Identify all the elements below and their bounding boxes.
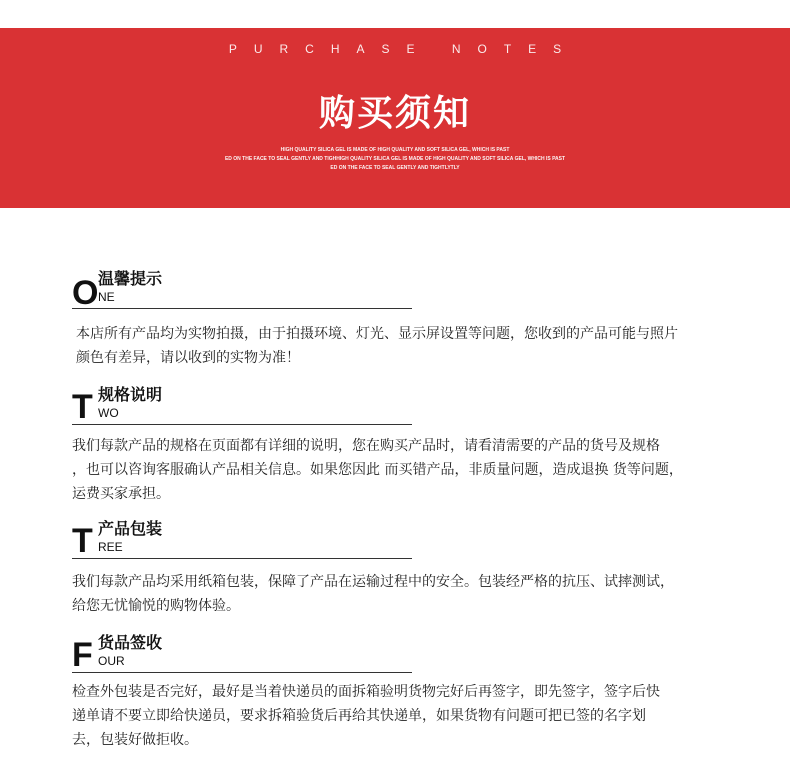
section-initial: O (72, 274, 99, 312)
section-title: 货品签收 (98, 633, 163, 652)
body-line: 去，包装好做拒收。 (72, 732, 198, 748)
section-title: 温馨提示 (98, 269, 163, 288)
section-body (72, 434, 744, 506)
section-heading (72, 633, 412, 674)
body-line: ，也可以咨询客服确认产品相关信息。如果您因此 而买错产品，非质量问题，造成退换 货等问题， (72, 462, 683, 478)
page-title: 购买须知 (318, 93, 471, 134)
section-heading (72, 385, 412, 426)
body-line: 检查外包装是否完好，最好是当着快递员的面拆箱验明货物完好后再签字，即先签字，签字后快 (72, 684, 660, 700)
section-title: 产品包装 (98, 519, 163, 538)
banner-subtitle: PURCHASE NOTES (228, 42, 579, 56)
banner-desc-line: HIGH QUALITY SILICA GEL IS MADE OF HIGH QUALITY AND SOFT SILICA GEL, WHICH IS PAST (280, 147, 510, 153)
body-line: 我们每款产品均采用纸箱包装，保障了产品在运输过程中的安全。包装经严格的抗压、试摔测试， (72, 574, 674, 590)
section-initial: F (72, 636, 93, 674)
section-initial-suffix: REE (98, 540, 123, 554)
section-body (72, 570, 744, 618)
body-line: 本店所有产品均为实物拍摄，由于拍摄环境、灯光、显示屏设置等问题，您收到的产品可能与照片 (76, 326, 678, 342)
section-initial: T (72, 522, 93, 560)
banner-desc-line: ED ON THE FACE TO SEAL GENTLY AND TIGHTLYTLY (330, 165, 460, 171)
banner-desc-line: ED ON THE FACE TO SEAL GENTLY AND TIGHHIGH QUALITY SILICA GEL IS MADE OF HIGH QUALITY AND SOFT SILICA GEL, WHICH IS PAST (224, 156, 566, 162)
banner-description (195, 146, 595, 173)
section-initial: T (72, 388, 93, 426)
section-initial-suffix: WO (98, 406, 119, 420)
section-body (76, 322, 748, 370)
section-initial-suffix: OUR (98, 654, 125, 668)
section-heading (72, 269, 412, 312)
body-line: 递单请不要立即给快递员，要求拆箱验货后再给其快递单，如果货物有问题可把已签的名字划 (72, 708, 646, 724)
body-line: 运费买家承担。 (72, 486, 170, 502)
header-banner (0, 28, 790, 208)
body-line: 我们每款产品的规格在页面都有详细的说明，您在购买产品时，请看清需要的产品的货号及规格 (72, 438, 660, 454)
body-line: 颜色有差异，请以收到的实物为准！ (76, 350, 300, 366)
section-title: 规格说明 (98, 385, 163, 404)
section-initial-suffix: NE (98, 290, 115, 304)
body-line: 给您无忧愉悦的购物体验。 (72, 598, 240, 614)
section-heading (72, 519, 412, 560)
top-margin (0, 0, 790, 28)
section-body (72, 680, 744, 752)
